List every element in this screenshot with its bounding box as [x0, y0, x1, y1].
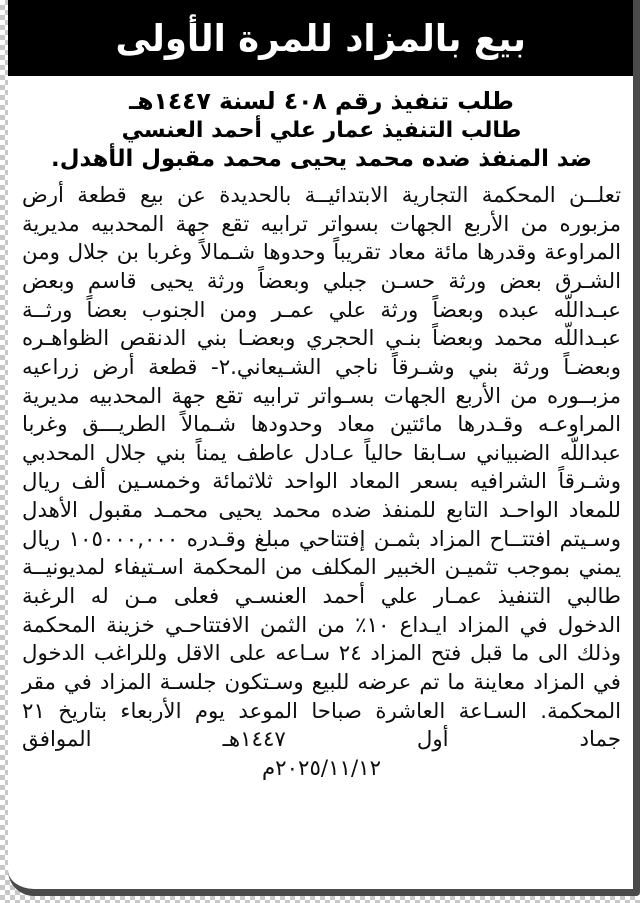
- auction-advertisement: [8, 0, 640, 896]
- case-number-heading: طلب تنفيذ رقم ٤٠٨ لسنة ١٤٤٧هـ: [129, 87, 514, 115]
- defendant-heading: ضد المنفذ ضده محمد يحيى محمد مقبول الأهدل.: [51, 146, 592, 173]
- advertisement-body: [8, 76, 633, 889]
- auction-banner: [8, 0, 633, 76]
- notice-final-date-line: ٢٠٢٥/١١/١٢م: [261, 755, 382, 781]
- notice-text-block: [22, 182, 621, 783]
- heading-block: [22, 86, 621, 175]
- banner-title: بيع بالمزاد للمرة الأولى: [115, 16, 526, 60]
- claimant-heading: طالب التنفيذ عمار علي أحمد العنسي: [121, 117, 522, 143]
- notice-paragraph: تعلــن المحكمة التجارية الابتدائيــة بالحديدة عن بيع قطعة أرض مزبوره من الأربع الجهات بسواتر ترابيه تقع جهة المحدبيه مديرية المراوعة وقدرها مائة معاد تقريباً وحدوها شـمالاً وغربا بن جلال ومن الشـرق بعض ورثة حسـن جبلي وبعضاً ورثة يحيى قاسم وبعض عبـداللّه عبده وبعضاً ورثة علي عمـر ومن الجنوب بعضاً ورثــة عبـداللّه محمد وبعضاً بنـي الحجري وبعضـا بني الدنقص الظواهـره وبعضـاً ورثة بني وشـرقاً ناجي الشـيعاني.٢- قطعة أرض زراعيه مزبــوره من الأربع الجهات بسـواتر ترابيه تقع جهة المحدبيه مديرية المراوعـه وقـدرها مائتين معاد وحدودها شـمالاً الطريـــق وغربا عبداللّه الضبياني سـابقا حالياً عـادل عاطف يمناً بني جلال المحدبي وشـرقاً الشرافيه بسعر المعاد الواحد ثلاثمائة وخمسـين ألف ريال للمعاد الواحـد التابع للمنفذ ضده محمد يحيى محمـد مقبول الأهدل وسـيتم افتتــاح المزاد بثمـن إفتتاحي مبلغ وقـدره ١٠٥٠٠٠,٠٠٠ ريال يمني بموجب تثميـن الخبير المكلف من المحكمة اسـتيفاء لمديونيــة طالبي التنفيذ عمـار علي أحمد العنسـي فعلى مـن له الرغبة الدخول في المزاد ايـداع ١٠٪ من الثمن الافتتاحـي خزينة المحكمة وذلك الى ما قبل فتح المزاد ٢٤ سـاعه على الاقل وللراغب الدخول في المزاد معاينة ما تم عرضه للبيع وسـتكون جلسـة المزاد في مقر المحكمة. السـاعة العاشرة صباحا الموعد يوم الأربعاء بتاريخ ٢١ جماد أول ١٤٤٧هـ الموافق: [22, 183, 622, 753]
